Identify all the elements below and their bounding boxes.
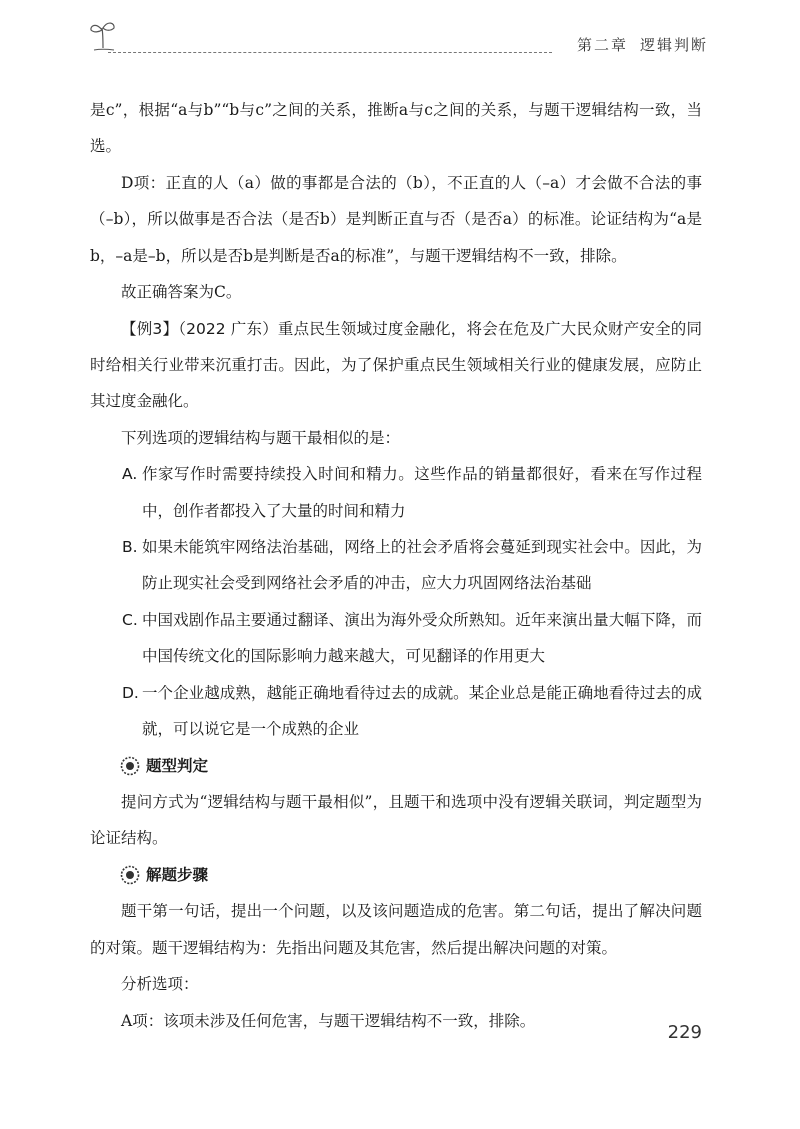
page-number: 229 [667, 1022, 702, 1043]
header-rule [108, 52, 552, 53]
page-header [88, 18, 708, 58]
option-d-text: 一个企业越成熟，越能正确地看待过去的成就。某企业总是能正确地看待过去的成就，可以说它是一个成熟的企业 [142, 683, 702, 739]
section-steps-text: 题干第一句话，提出一个问题，以及该问题造成的危害。第二句话，提出了解决问题的对策。题干逻辑结构为：先指出问题及其危害，然后提出解决问题的对策。 [90, 902, 702, 957]
chapter-number: 第二章 [576, 36, 628, 54]
option-b-key: B. [122, 538, 138, 557]
chapter-name: 逻辑判断 [639, 36, 708, 54]
example-question: 下列选项的逻辑结构与题干最相似的是： [121, 428, 401, 447]
option-c-text: 中国戏剧作品主要通过翻译、演出为海外受众所熟知。近年来演出量大幅下降，而中国传统文化的国际影响力越来越大，可见翻译的作用更大 [142, 610, 702, 666]
paragraph-answer: 故正确答案为C。 [121, 283, 242, 302]
option-a-text: 作家写作时需要持续投入时间和精力。这些作品的销量都很好，看来在写作过程中，创作者都投入了大量的时间和精力 [142, 465, 702, 520]
paragraph-c-conclusion: 是c”，根据“a与b”“b与c”之间的关系，推断a与c之间的关系，与题干逻辑结构一致，当选。 [90, 101, 702, 156]
page-body [90, 92, 702, 1039]
section-steps-heading [120, 857, 702, 893]
option-c-key: C. [122, 610, 138, 629]
flower-badge-icon [120, 756, 140, 776]
paragraph-option-d: D项：正直的人（a）做的事都是合法的（b），不正直的人（–a）才会做不合法的事（–b），所以做事是否合法（是否b）是判断正直与否（是否a）的标准。论证结构为“a是b，–a是–b，所以是否b是判断是否a的标准”，与题干逻辑结构不一致，排除。 [90, 173, 702, 265]
section-type-title: 题型判定 [146, 756, 209, 775]
flower-badge-icon [120, 865, 140, 885]
option-a-key: A. [122, 465, 138, 484]
option-d-key: D. [122, 683, 139, 702]
example-stem [90, 311, 702, 420]
chapter-title [577, 34, 708, 55]
option-b [90, 529, 702, 602]
option-b-text: 如果未能筑牢网络法治基础，网络上的社会矛盾将会蔓延到现实社会中。因此，为防止现实社会受到网络社会矛盾的冲击，应大力巩固网络法治基础 [142, 538, 702, 593]
option-c [90, 602, 702, 675]
section-steps-analysis: 分析选项： [121, 975, 199, 994]
example-tag: 【例3】 [121, 319, 179, 338]
section-type-heading [120, 748, 702, 784]
option-a [90, 456, 702, 529]
example-text: （2022 广东）重点民生领域过度金融化，将会在危及广大民众财产安全的同时给相关行业带来沉重打击。因此，为了保护重点民生领域相关行业的健康发展，应防止其过度金融化。 [90, 319, 702, 411]
section-steps-title: 解题步骤 [146, 865, 209, 884]
sprout-icon [88, 18, 118, 52]
option-d [90, 675, 702, 748]
section-type-text: 提问方式为“逻辑结构与题干最相似”，且题干和选项中没有逻辑关联词，判定题型为论证结构。 [90, 793, 702, 848]
section-steps-option-a: A项：该项未涉及任何危害，与题干逻辑结构不一致，排除。 [121, 1011, 536, 1030]
